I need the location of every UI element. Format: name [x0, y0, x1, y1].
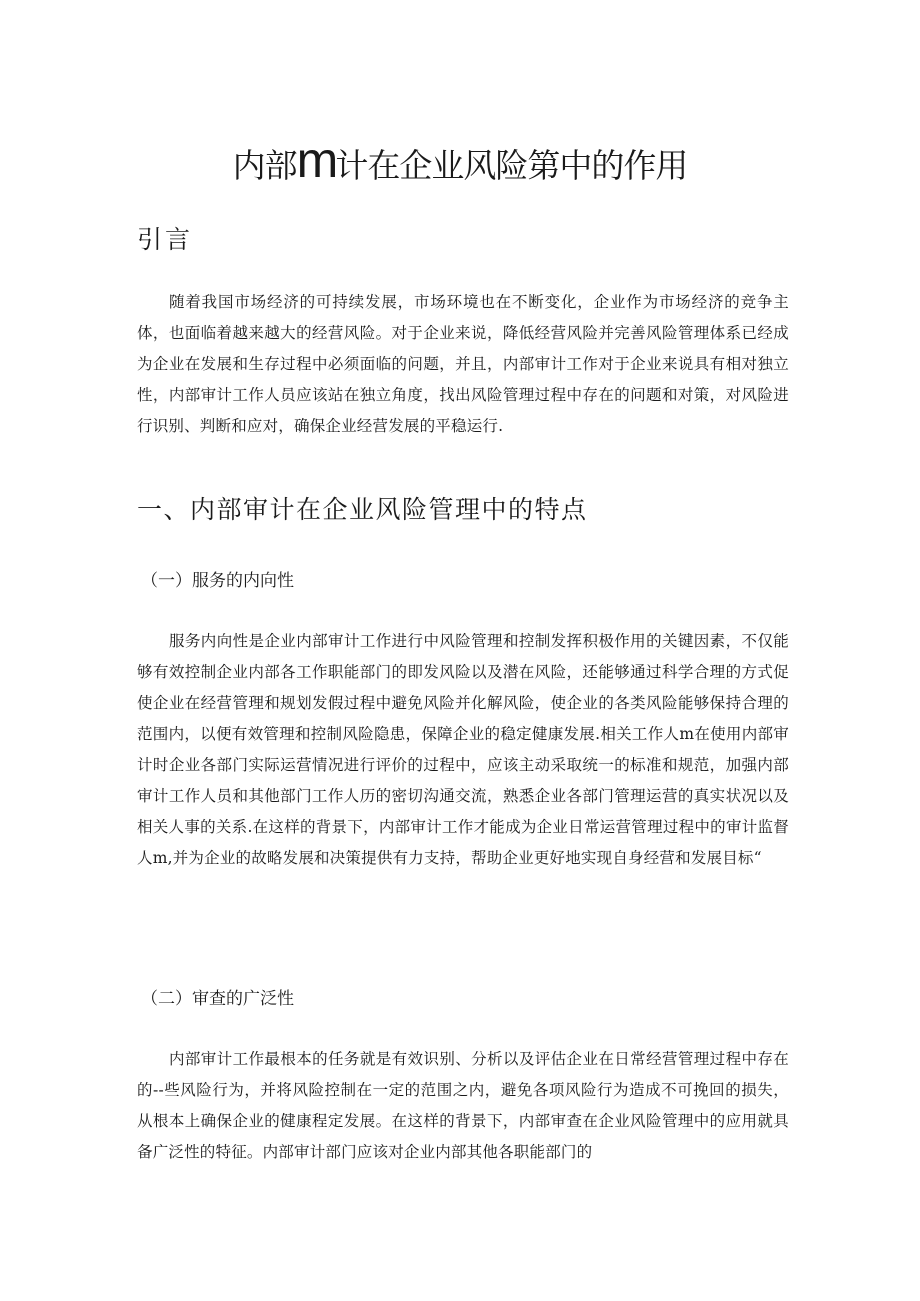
intro-paragraph: 随着我国市场经济的可持续发展，市场环境也在不断变化，企业作为市场经济的竞争主体，也面临着越来越大的经营风险。对于企业来说，降低经营风险并完善风险管理体系已经成为企业在发展和生存过程中必须面临的问题，并且，内部审计工作对于企业来说具有相对独立性，内部审计工作人员应该站在独立角度，找出风险管理过程中存在的问题和对策，对风险进行识别、判断和应对，确保企业经营发展的平稳运行.	[137, 293, 789, 435]
title-part-big: m	[296, 132, 336, 188]
subsection2-heading: （二）审查的广泛性	[141, 989, 294, 1009]
title-part-2: 计在企业风险第中的作用	[335, 147, 688, 184]
document-title	[0, 132, 920, 190]
title-part-1: 内部	[232, 147, 297, 184]
section1-heading: 一、内部审计在企业风险管理中的特点	[137, 495, 588, 524]
intro-heading: 引言	[137, 225, 194, 254]
subsection2-paragraph: 内部审计工作最根本的任务就是有效识别、分析以及评估企业在日常经营管理过程中存在的--些风险行为，并将风险控制在一定的范围之内，避免各项风险行为造成不可挽回的损失，从根本上确保企业的健康程定发展。在这样的背景下，内部审查在企业风险管理中的应用就具备广泛性的特征。内部审计部门应该对企业内部其他各职能部门的	[137, 1050, 789, 1161]
subsection1-paragraph: 服务内向性是企业内部审计工作进行中风险管理和控制发挥积极作用的关键因素，不仅能够有效控制企业内部各工作职能部门的即发风险以及潜在风险，还能够通过科学合理的方式促使企业在经营管理和规划发假过程中避免风险并化解风险，使企业的各类风险能够保持合理的范围内，以便有效管理和控制风险隐患，保障企业的稳定健康发展.相关工作人m在使用内部审计时企业各部门实际运营情况进行评价的过程中，应该主动采取统一的标准和规范，加强内部审计工作人员和其他部门工作人历的密切沟通交流，熟悉企业各部门管理运营的真实状况以及相关人事的关系.在这样的背景下，内部审计工作才能成为企业日常运营管理过程中的审计监督人m,并为企业的故略发展和决策提供有力支持，帮助企业更好地实现自身经营和发展目标“	[137, 632, 789, 867]
subsection1-heading: （一）服务的内向性	[141, 571, 294, 591]
